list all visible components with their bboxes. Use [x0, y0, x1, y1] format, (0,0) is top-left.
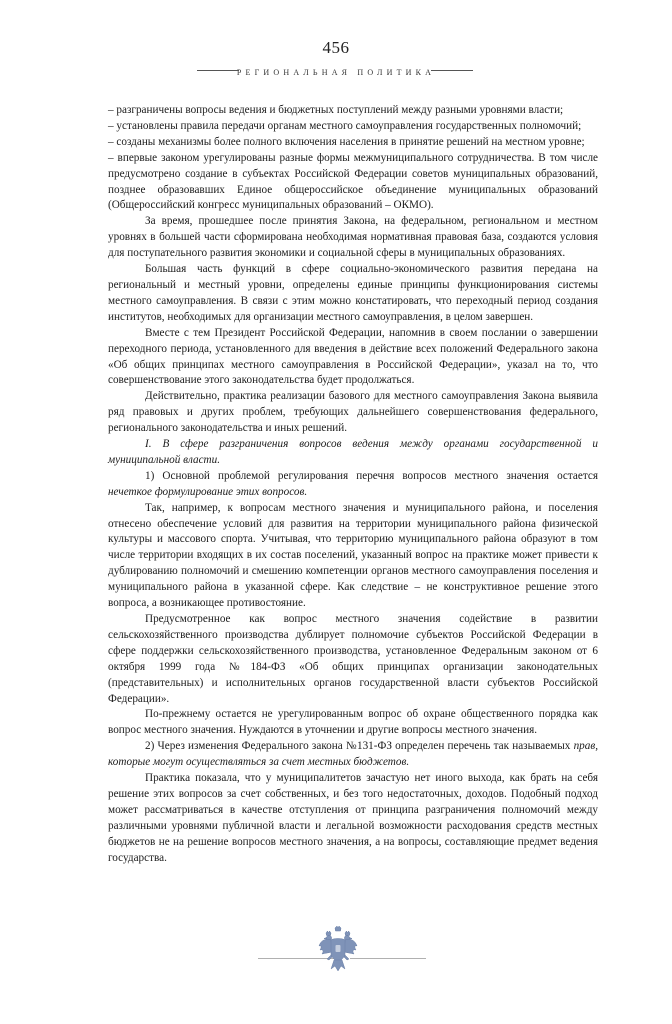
paragraph: Вместе с тем Президент Российской Федерации, напомнив в своем послании о завершении переходного периода, установленного для введения в действие всех положений Федерального закона «Об общих принципах местного самоуправления в Российской Федерации», указал на то, что совершенствование этого законодательства будет продолжаться. [108, 326, 598, 387]
paragraph: Практика показала, что у муниципалитетов зачастую нет иного выхода, как брать на себя решение этих вопросов за счет собственных, и без того недостаточных, доходов. Подобный подход может рассматриваться в качестве отступления от принципа разграничения полномочий между различными уровнями публичной власти и легальной возможности расходования средств местных бюджетов не на решение вопросов местного значения, а на вопросы, составляющие предмет ведения государства. [108, 772, 598, 864]
list-item: – установлены правила передачи органам местного самоуправления государственных полномочий; [108, 119, 582, 132]
paragraph: Так, например, к вопросам местного значения и муниципального района, и поселения отнесено обеспечение условий для развития на территории муниципального района физической культуры и массового спорта. Учитывая, что территорию муниципального района образуют в том числе территории входящих в их состав поселений, указанный вопрос на практике может привести к дублированию полномочий и смешению компетенции органов местного самоуправления поселения и муниципального района в указанной сфере. Как следствие – не конструктивное решение этого вопроса, а возникающее противостояние. [108, 501, 598, 610]
paragraph-text: 1) Основной проблемой регулирования перечня вопросов местного значения остается [145, 469, 598, 482]
running-title: РЕГИОНАЛЬНАЯ ПОЛИТИКА [236, 68, 436, 77]
paragraph: Действительно, практика реализации базового для местного самоуправления Закона выявила ряд правовых и других проблем, требующих дальнейшего совершенствования федерального, регионального законодательства и иных решений. [108, 390, 598, 435]
running-head [0, 62, 672, 76]
list-item: – созданы механизмы более полного включения населения в принятие решений на местном уровне; [108, 135, 585, 148]
footer-rule-right [350, 958, 426, 959]
page-body [108, 103, 598, 867]
paragraph: Большая часть функций в сфере социально-экономического развития передана на региональный и местный уровни, определены единые принципы функционирования системы местного самоуправления. В связи с этим можно констатировать, что переходный период создания институтов, необходимых для организации местного самоуправления, в целом завершен. [108, 263, 598, 323]
paragraph-text: 2) Через изменения Федерального закона №131-ФЗ определен перечень так называемых [145, 740, 574, 753]
paragraph [108, 469, 598, 501]
page-number: 456 [322, 38, 350, 57]
double-headed-eagle-icon [318, 925, 358, 973]
running-head-rule-right [431, 70, 473, 71]
paragraph: По-прежнему остается не урегулированным вопрос об охране общественного порядка как вопрос местного значения. Нуждаются в уточнении и другие вопросы местного значения. [108, 708, 598, 737]
list-item: – впервые законом урегулированы разные формы межмуниципального сотрудничества. В том числе предусмотрено создание в субъектах Российской Федерации советов муниципальных образований, позднее образовавших Единое общероссийское объединение муниципальных образований (Общероссийский конгресс муниципальных образований – ОКМО). [108, 151, 598, 212]
paragraph: За время, прошедшее после принятия Закона, на федеральном, региональном и местном уровнях в большей части сформирована необходимая нормативная правовая база, создаются условия для поступательного развития экономики и социальной сферы в муниципальных образованиях. [108, 215, 598, 260]
paragraph [108, 739, 598, 771]
list-item: – разграничены вопросы ведения и бюджетных поступлений между разными уровнями власти; [108, 104, 564, 116]
section-heading: I. В сфере разграничения вопросов ведения между органами государственной и муниципальной власти. [108, 438, 598, 466]
emphasized-text: нечеткое формулирование этих вопросов. [108, 485, 308, 498]
page-footer [0, 925, 672, 985]
paragraph: Предусмотренное как вопрос местного значения содействие в развитии сельскохозяйственного производства дублирует полномочие субъектов Российской Федерации в сфере поддержки сельскохозяйственного производства, установленное Федеральным законом от 6 октября 1999 года №184-ФЗ «Об общих принципах организации законодательных (представительных) и исполнительных органов государственной власти субъектов Российской Федерации». [108, 613, 598, 705]
emphasized-text: прав, которые могут осуществляться за счет местных бюджетов. [108, 740, 598, 769]
page-header [0, 38, 672, 76]
running-head-rule-left [197, 70, 239, 71]
